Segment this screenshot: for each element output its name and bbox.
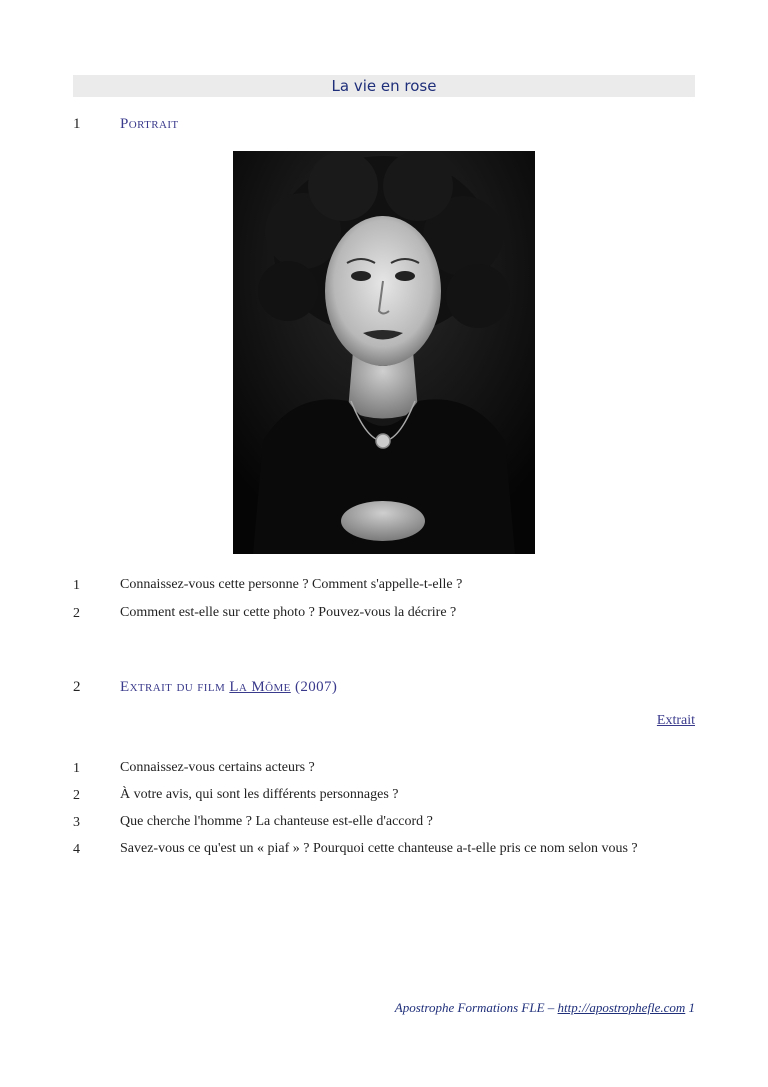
question-text: Que cherche l'homme ? La chanteuse est-elle d'accord ? — [120, 814, 433, 829]
question-number: 2 — [73, 606, 80, 621]
question-number: 1 — [73, 578, 80, 593]
film-title-link[interactable]: La Môme — [229, 679, 291, 695]
section-title — [120, 679, 337, 696]
section-title-prefix: Extrait du film — [120, 679, 226, 695]
film-year: (2007) — [294, 679, 338, 695]
question-text: Connaissez-vous cette personne ? Comment s'appelle-t-elle ? — [120, 577, 463, 592]
portrait-photo — [233, 151, 535, 554]
page-title: La vie en rose — [73, 75, 695, 97]
footer-url-link[interactable]: http://apostrophefle.com — [557, 1000, 686, 1015]
section-title: Portrait — [120, 116, 179, 132]
question-text: Connaissez-vous certains acteurs ? — [120, 760, 315, 775]
section-number: 1 — [73, 116, 81, 132]
extrait-link[interactable]: Extrait — [656, 713, 695, 728]
question-number: 3 — [73, 815, 80, 830]
question-number: 1 — [73, 761, 80, 776]
question-number: 4 — [73, 842, 80, 857]
section-number: 2 — [73, 679, 81, 695]
question-number: 2 — [73, 788, 80, 803]
page-footer — [395, 1000, 695, 1016]
question-text: Comment est-elle sur cette photo ? Pouvez-vous la décrire ? — [120, 605, 457, 620]
page-number: 1 — [688, 1000, 695, 1015]
footer-text: Apostrophe Formations FLE – — [394, 1000, 555, 1015]
question-text: À votre avis, qui sont les différents personnages ? — [120, 787, 399, 802]
question-text: Savez-vous ce qu'est un « piaf » ? Pourquoi cette chanteuse a-t-elle pris ce nom selon vous ? — [120, 841, 638, 856]
